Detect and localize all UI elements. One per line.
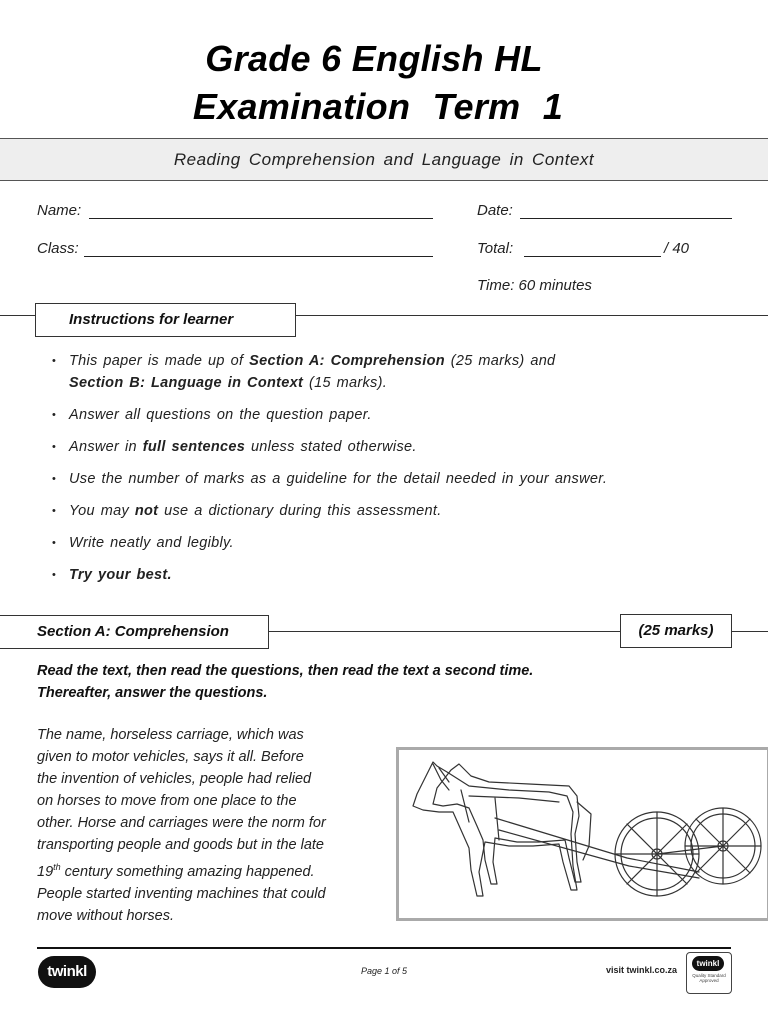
time-text: Time: 60 minutes xyxy=(477,277,592,294)
bullet-icon: • xyxy=(52,355,57,367)
total-label: Total: xyxy=(477,240,514,257)
exam-subtitle: Reading Comprehension and Language in Context xyxy=(173,150,595,169)
page-number: Page 1 of 5 xyxy=(360,966,408,976)
section-a-heading: Section A: Comprehension xyxy=(37,623,229,640)
horse-tail xyxy=(577,802,591,860)
instruction-text: Write neatly and legibly. xyxy=(69,535,234,551)
exam-title-line1: Grade 6 English HL xyxy=(205,38,543,79)
bullet-icon: • xyxy=(52,569,57,581)
name-field[interactable] xyxy=(89,218,433,219)
class-label: Class: xyxy=(37,240,79,257)
passage-line: the invention of vehicles, people had relied xyxy=(37,771,312,787)
total-suffix: / 40 xyxy=(664,240,690,257)
passage-line: People started inventing machines that could xyxy=(37,885,326,902)
instruction-item xyxy=(52,564,752,586)
instruction-text: You may xyxy=(69,503,135,519)
bullet-icon: • xyxy=(52,537,57,549)
instruction-bold: full sentences xyxy=(142,439,246,455)
horse-carriage-drawing xyxy=(399,750,767,918)
instruction-item xyxy=(52,532,752,554)
instructions-heading: Instructions for learner xyxy=(69,311,234,328)
badge-caption: Quality Standard Approved xyxy=(692,973,726,983)
instruction-text: Answer in xyxy=(69,439,143,455)
bullet-icon: • xyxy=(52,409,57,421)
total-field[interactable] xyxy=(524,256,661,257)
carriage-axle xyxy=(657,846,723,854)
date-field[interactable] xyxy=(520,218,732,219)
passage-century-number: 19 xyxy=(37,863,54,880)
instruction-text: Use the number of marks as a guideline for the detail needed in your answer. xyxy=(69,471,608,487)
instruction-text: use a dictionary during this assessment. xyxy=(158,503,442,519)
section-a-marks-box xyxy=(620,614,732,648)
name-label: Name: xyxy=(37,202,82,219)
exam-title-line2: Examination Term 1 xyxy=(192,86,564,127)
section-a-marks: (25 marks) xyxy=(638,622,714,639)
instruction-bold: not xyxy=(134,503,159,519)
read-instruction-line1: Read the text, then read the questions, then read the text a second time. xyxy=(37,663,534,679)
instruction-item xyxy=(52,350,752,394)
instruction-bold: Section A: Comprehension xyxy=(249,353,445,369)
passage-line: transporting people and goods but in the late xyxy=(37,837,324,853)
horse-back-outline xyxy=(433,764,581,884)
quality-badge-icon xyxy=(686,952,732,994)
comprehension-passage xyxy=(37,724,382,927)
passage-line xyxy=(37,856,382,883)
instruction-item xyxy=(52,404,752,426)
instruction-text: This paper is made up of xyxy=(69,353,250,369)
passage-line: on horses to move from one place to the xyxy=(37,793,297,809)
subtitle-band xyxy=(0,138,768,181)
instruction-item xyxy=(52,436,752,458)
instruction-text: unless stated otherwise. xyxy=(245,439,417,455)
passage-line: other. Horse and carriages were the norm for xyxy=(37,815,326,831)
section-a-heading-box xyxy=(0,615,269,649)
instruction-item xyxy=(52,500,752,522)
horse-carriage-illustration xyxy=(396,747,768,921)
instruction-text: (15 marks). xyxy=(303,375,388,391)
instruction-bold: Try your best. xyxy=(69,567,172,583)
instruction-item xyxy=(52,468,752,490)
instruction-text: (25 marks) and xyxy=(444,353,556,369)
bullet-icon: • xyxy=(52,473,57,485)
bullet-icon: • xyxy=(52,505,57,517)
passage-line: move without horses. xyxy=(37,907,175,924)
footer-rule xyxy=(37,947,731,949)
passage-line: The name, horseless carriage, which was xyxy=(37,727,304,743)
visit-link[interactable]: visit twinkl.co.za xyxy=(606,965,678,975)
logo-text: twinkl xyxy=(47,963,87,980)
bullet-icon: • xyxy=(52,441,57,453)
instructions-heading-box xyxy=(35,303,296,337)
passage-superscript: th xyxy=(53,862,61,872)
badge-logo: twinkl xyxy=(692,956,724,971)
class-field[interactable] xyxy=(84,256,433,257)
date-label: Date: xyxy=(477,202,513,219)
carriage-shafts xyxy=(495,818,699,878)
instruction-text: Answer all questions on the question paper. xyxy=(69,407,372,423)
instructions-list xyxy=(52,350,752,596)
passage-line-rest: century something amazing happened. xyxy=(60,863,315,880)
passage-line: given to motor vehicles, says it all. Before xyxy=(37,749,304,765)
read-instruction-line2: Thereafter, answer the questions. xyxy=(37,685,268,701)
instruction-bold: Section B: Language in Context xyxy=(69,375,304,391)
